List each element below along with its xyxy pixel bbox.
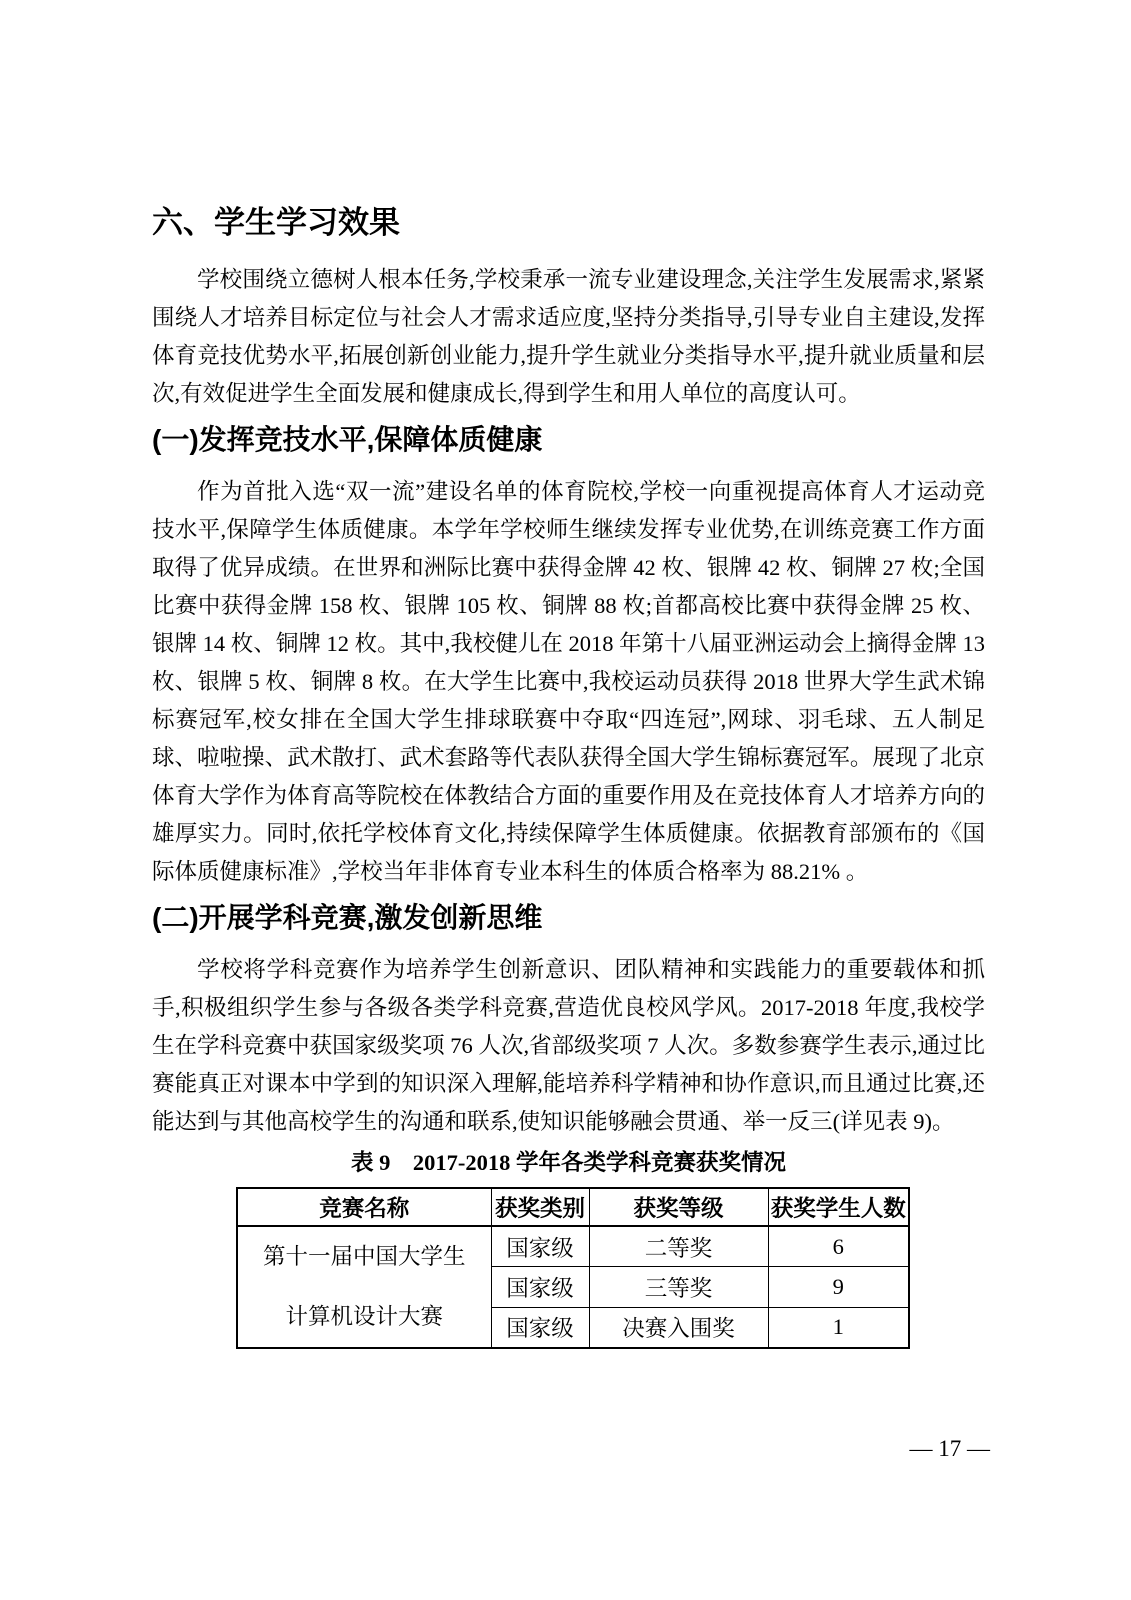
competition-name-cell [237, 1226, 491, 1348]
table-row [237, 1226, 909, 1267]
award-grade-cell: 决赛入围奖 [589, 1307, 768, 1348]
subsection-1-title: (一)发挥竞技水平,保障体质健康 [152, 424, 543, 455]
page-number: — 17 — [909, 1436, 990, 1461]
award-table [236, 1187, 910, 1349]
subsection-2-title: (二)开展学科竞赛,激发创新思维 [152, 902, 543, 933]
header-award-grade: 获奖等级 [589, 1188, 768, 1226]
award-category-cell: 国家级 [491, 1307, 589, 1348]
competition-name-line2: 计算机设计大赛 [285, 1304, 443, 1329]
award-grade-cell: 二等奖 [589, 1226, 768, 1267]
header-student-count: 获奖学生人数 [768, 1188, 909, 1226]
intro-paragraph: 学校围绕立德树人根本任务,学校秉承一流专业建设理念,关注学生发展需求,紧紧围绕人才培养目标定位与社会人才需求适应度,坚持分类指导,引导专业自主建设,发挥体育竞技优势水平,拓展创新创业能力,提升学生就业分类指导水平,提升就业质量和层次,有效促进学生全面发展和健康成长,得到学生和用人单位的高度认可。 [152, 267, 985, 406]
award-category-cell: 国家级 [491, 1226, 589, 1267]
header-competition-name: 竞赛名称 [237, 1188, 491, 1226]
subsection-1-paragraph: 作为首批入选“双一流”建设名单的体育院校,学校一向重视提高体育人才运动竞技水平,保障学生体质健康。本学年学校师生继续发挥专业优势,在训练竞赛工作方面取得了优异成绩。在世界和洲际比赛中获得金牌 42 枚、银牌 42 枚、铜牌 27 枚;全国比赛中获得金牌 158 枚、银牌 105 枚、铜牌 88 枚;首都高校比赛中获得金牌 25 枚、银牌 14 枚、铜牌 12 枚。其中,我校健儿在 2018 年第十八届亚洲运动会上摘得金牌 13 枚、银牌 5 枚、铜牌 8 枚。在大学生比赛中,我校运动员获得 2018 世界大学生武术锦标赛冠军,校女排在全国大学生排球联赛中夺取“四连冠”,网球、羽毛球、五人制足球、啦啦操、武术散打、武术套路等代表队获得全国大学生锦标赛冠军。展现了北京体育大学作为体育高等院校在体教结合方面的重要作用及在竞技体育人才培养方向的雄厚实力。同时,依托学校体育文化,持续保障学生体质健康。依据教育部颁布的《国际体质健康标准》,学校当年非体育专业本科生的体质合格率为 88.21% 。 [152, 479, 985, 884]
student-count-cell: 9 [768, 1267, 909, 1307]
main-section-title: 六、学生学习效果 [152, 205, 400, 240]
competition-name-line1: 第十一届中国大学生 [262, 1244, 466, 1269]
award-category-cell: 国家级 [491, 1267, 589, 1307]
header-award-category: 获奖类别 [491, 1188, 589, 1226]
award-grade-cell: 三等奖 [589, 1267, 768, 1307]
subsection-2-paragraph: 学校将学科竞赛作为培养学生创新意识、团队精神和实践能力的重要载体和抓手,积极组织学生参与各级各类学科竞赛,营造优良校风学风。2017-2018 年度,我校学生在学科竞赛中获国家级奖项 76 人次,省部级奖项 7 人次。多数参赛学生表示,通过比赛能真正对课本中学到的知识深入理解,能培养科学精神和协作意识,而且通过比赛,还能达到与其他高校学生的沟通和联系,使知识能够融会贯通、举一反三(详见表 9)。 [152, 957, 985, 1134]
student-count-cell: 6 [768, 1226, 909, 1267]
table-header-row [237, 1188, 909, 1226]
table-caption: 表 9 2017-2018 学年各类学科竞赛获奖情况 [351, 1150, 786, 1175]
student-count-cell: 1 [768, 1307, 909, 1348]
